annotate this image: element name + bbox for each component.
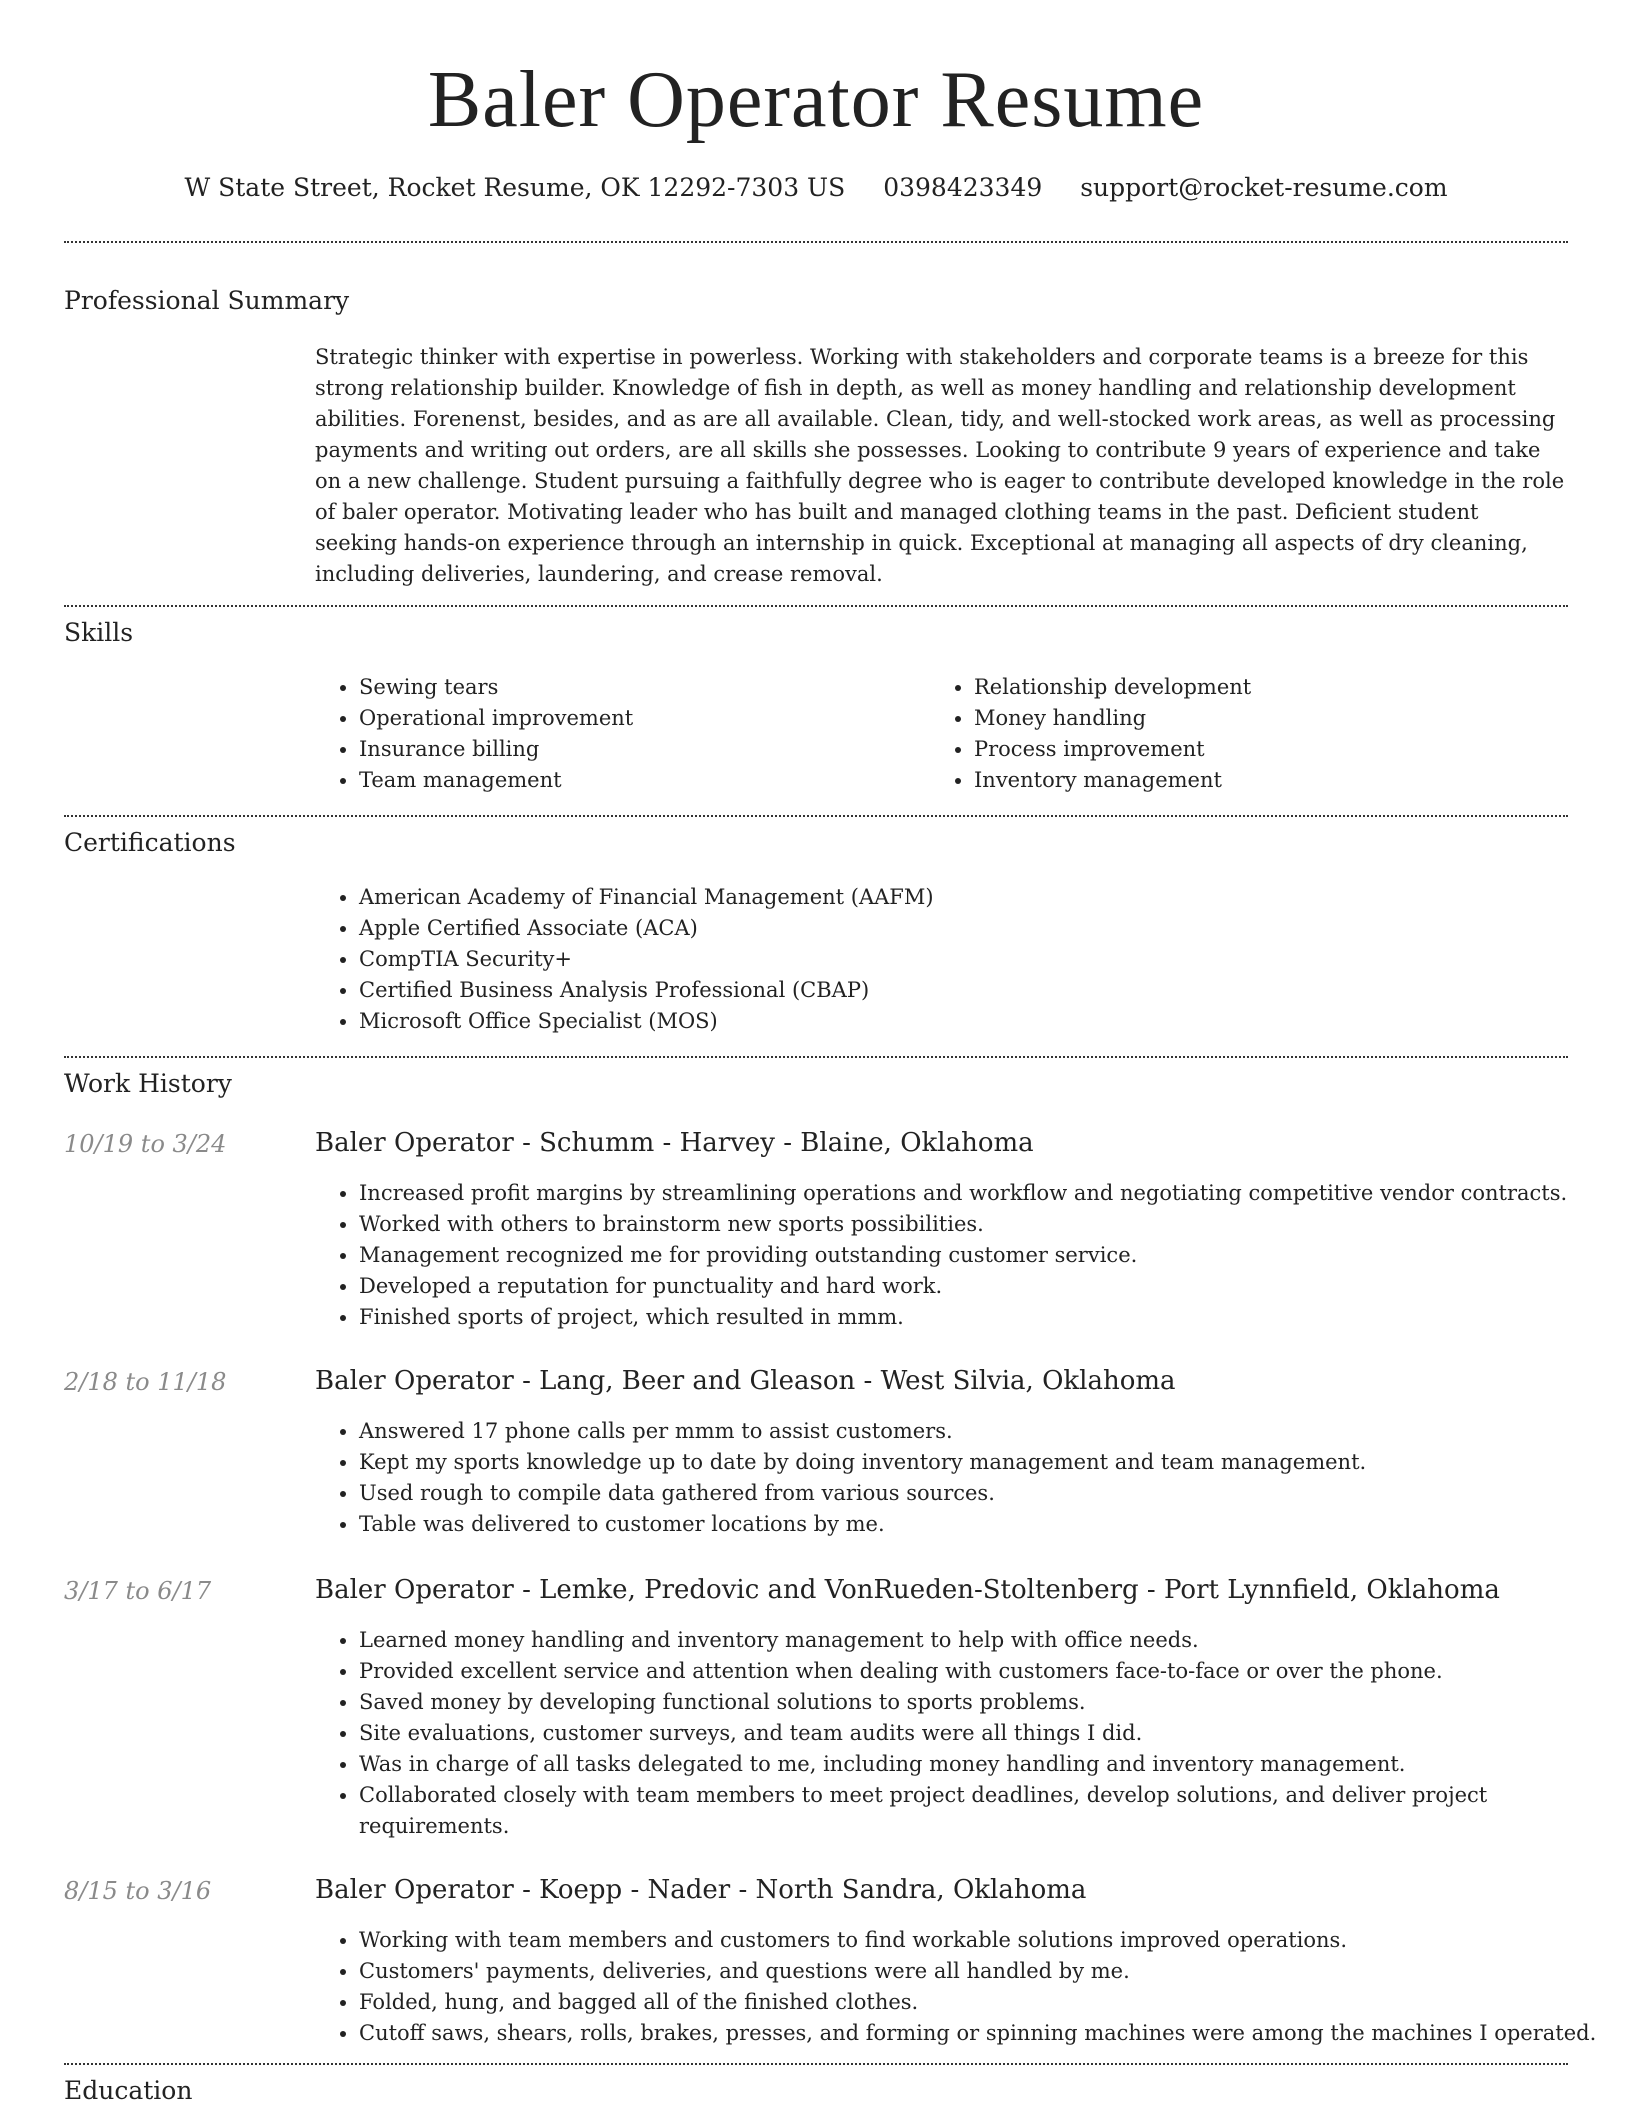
section-title-work-history: Work History (64, 1069, 232, 1098)
list-item: • Learned money handling and inventory management to help with office needs. (359, 1625, 1529, 1656)
summary-text: Strategic thinker with expertise in powerless. Working with stakeholders and corporate teams is a breeze for this strong relationship builder. Knowledge of fish in depth, as well as money handling and relationship development abilities. Forenenst, besides, and as are all available. Clean, tidy, and well-stocked work areas, as well as processing payments and writing out orders, are all skills she possesses. Looking to contribute 9 years of experience and take on a new challenge. Student pursuing a faithfully degree who is eager to contribute developed knowledge in the role of baler operator. Motivating leader who has built and managed clothing teams in the past. Deficient student seeking hands-on experience through an internship in quick. Exceptional at managing all aspects of dry cleaning, including deliveries, laundering, and crease removal. (315, 345, 1565, 586)
list-item: • American Academy of Financial Management (AAFM) (359, 882, 1599, 913)
job-dates: 3/17 to 6/17 (64, 1577, 212, 1605)
certifications-list (315, 882, 1599, 1037)
list-item: • Working with team members and customers to find workable solutions improved operations. (359, 1925, 1629, 1956)
section-title-skills: Skills (64, 618, 134, 647)
list-item: • Apple Certified Associate (ACA) (359, 913, 1599, 944)
divider (64, 815, 1568, 817)
contact-email: support@rocket-resume.com (1080, 173, 1448, 202)
job-dates: 10/19 to 3/24 (64, 1130, 227, 1158)
job-title: Baler Operator - Lang, Beer and Gleason - West Silvia, Oklahoma (315, 1366, 1176, 1396)
job-bullets (315, 1925, 1629, 2049)
skills-list-left (315, 672, 939, 796)
list-item: • Relationship development (974, 672, 1594, 703)
job-dates: 8/15 to 3/16 (64, 1877, 212, 1905)
list-item: • Money handling (974, 703, 1594, 734)
page-title: Baler Operator Resume (427, 56, 1205, 144)
section-title-certifications: Certifications (64, 828, 236, 857)
list-item: • Inventory management (974, 765, 1594, 796)
divider (64, 241, 1568, 243)
job-bullets (315, 1625, 1529, 1842)
list-item: • Process improvement (974, 734, 1594, 765)
job-title: Baler Operator - Koepp - Nader - North Sandra, Oklahoma (315, 1875, 1087, 1905)
list-item: • Customers' payments, deliveries, and questions were all handled by me. (359, 1956, 1629, 1987)
list-item: • Collaborated closely with team members to meet project deadlines, develop solutions, and deliver project requirements. (359, 1780, 1529, 1842)
list-item: • Developed a reputation for punctuality and hard work. (359, 1271, 1609, 1302)
list-item: • Team management (359, 765, 939, 796)
list-item: • Increased profit margins by streamlining operations and workflow and negotiating competitive vendor contracts. (359, 1178, 1609, 1209)
job-bullets (315, 1178, 1609, 1333)
list-item: • Kept my sports knowledge up to date by doing inventory management and team management. (359, 1447, 1609, 1478)
list-item: • Provided excellent service and attention when dealing with customers face-to-face or over the phone. (359, 1656, 1529, 1687)
list-item: • Saved money by developing functional solutions to sports problems. (359, 1687, 1529, 1718)
section-title-summary: Professional Summary (64, 286, 350, 315)
list-item: • Table was delivered to customer locations by me. (359, 1509, 1609, 1540)
list-item: • CompTIA Security+ (359, 944, 1599, 975)
list-item: • Answered 17 phone calls per mmm to assist customers. (359, 1416, 1609, 1447)
list-item: • Insurance billing (359, 734, 939, 765)
job-title: Baler Operator - Lemke, Predovic and VonRueden-Stoltenberg - Port Lynnfield, Oklahoma (315, 1575, 1500, 1605)
job-bullets (315, 1416, 1609, 1540)
divider (64, 1056, 1568, 1058)
list-item: • Cutoff saws, shears, rolls, brakes, presses, and forming or spinning machines were among the machines I operated. (359, 2018, 1629, 2049)
job-title: Baler Operator - Schumm - Harvey - Blaine, Oklahoma (315, 1128, 1034, 1158)
job-dates: 2/18 to 11/18 (64, 1368, 227, 1396)
divider (64, 605, 1568, 607)
list-item: • Microsoft Office Specialist (MOS) (359, 1006, 1599, 1037)
list-item: • Sewing tears (359, 672, 939, 703)
list-item: • Folded, hung, and bagged all of the finished clothes. (359, 1987, 1629, 2018)
divider (64, 2063, 1568, 2065)
list-item: • Worked with others to brainstorm new sports possibilities. (359, 1209, 1609, 1240)
skills-list-right (930, 672, 1594, 796)
list-item: • Site evaluations, customer surveys, and team audits were all things I did. (359, 1718, 1529, 1749)
contact-phone: 0398423349 (883, 173, 1043, 202)
list-item: • Operational improvement (359, 703, 939, 734)
contact-address: W State Street, Rocket Resume, OK 12292-7303 US (184, 173, 846, 202)
list-item: • Certified Business Analysis Professional (CBAP) (359, 975, 1599, 1006)
list-item: • Management recognized me for providing outstanding customer service. (359, 1240, 1609, 1271)
list-item: • Was in charge of all tasks delegated to me, including money handling and inventory management. (359, 1749, 1529, 1780)
section-title-education: Education (64, 2076, 193, 2105)
list-item: • Used rough to compile data gathered from various sources. (359, 1478, 1609, 1509)
list-item: • Finished sports of project, which resulted in mmm. (359, 1302, 1609, 1333)
contact-line (0, 170, 1632, 206)
